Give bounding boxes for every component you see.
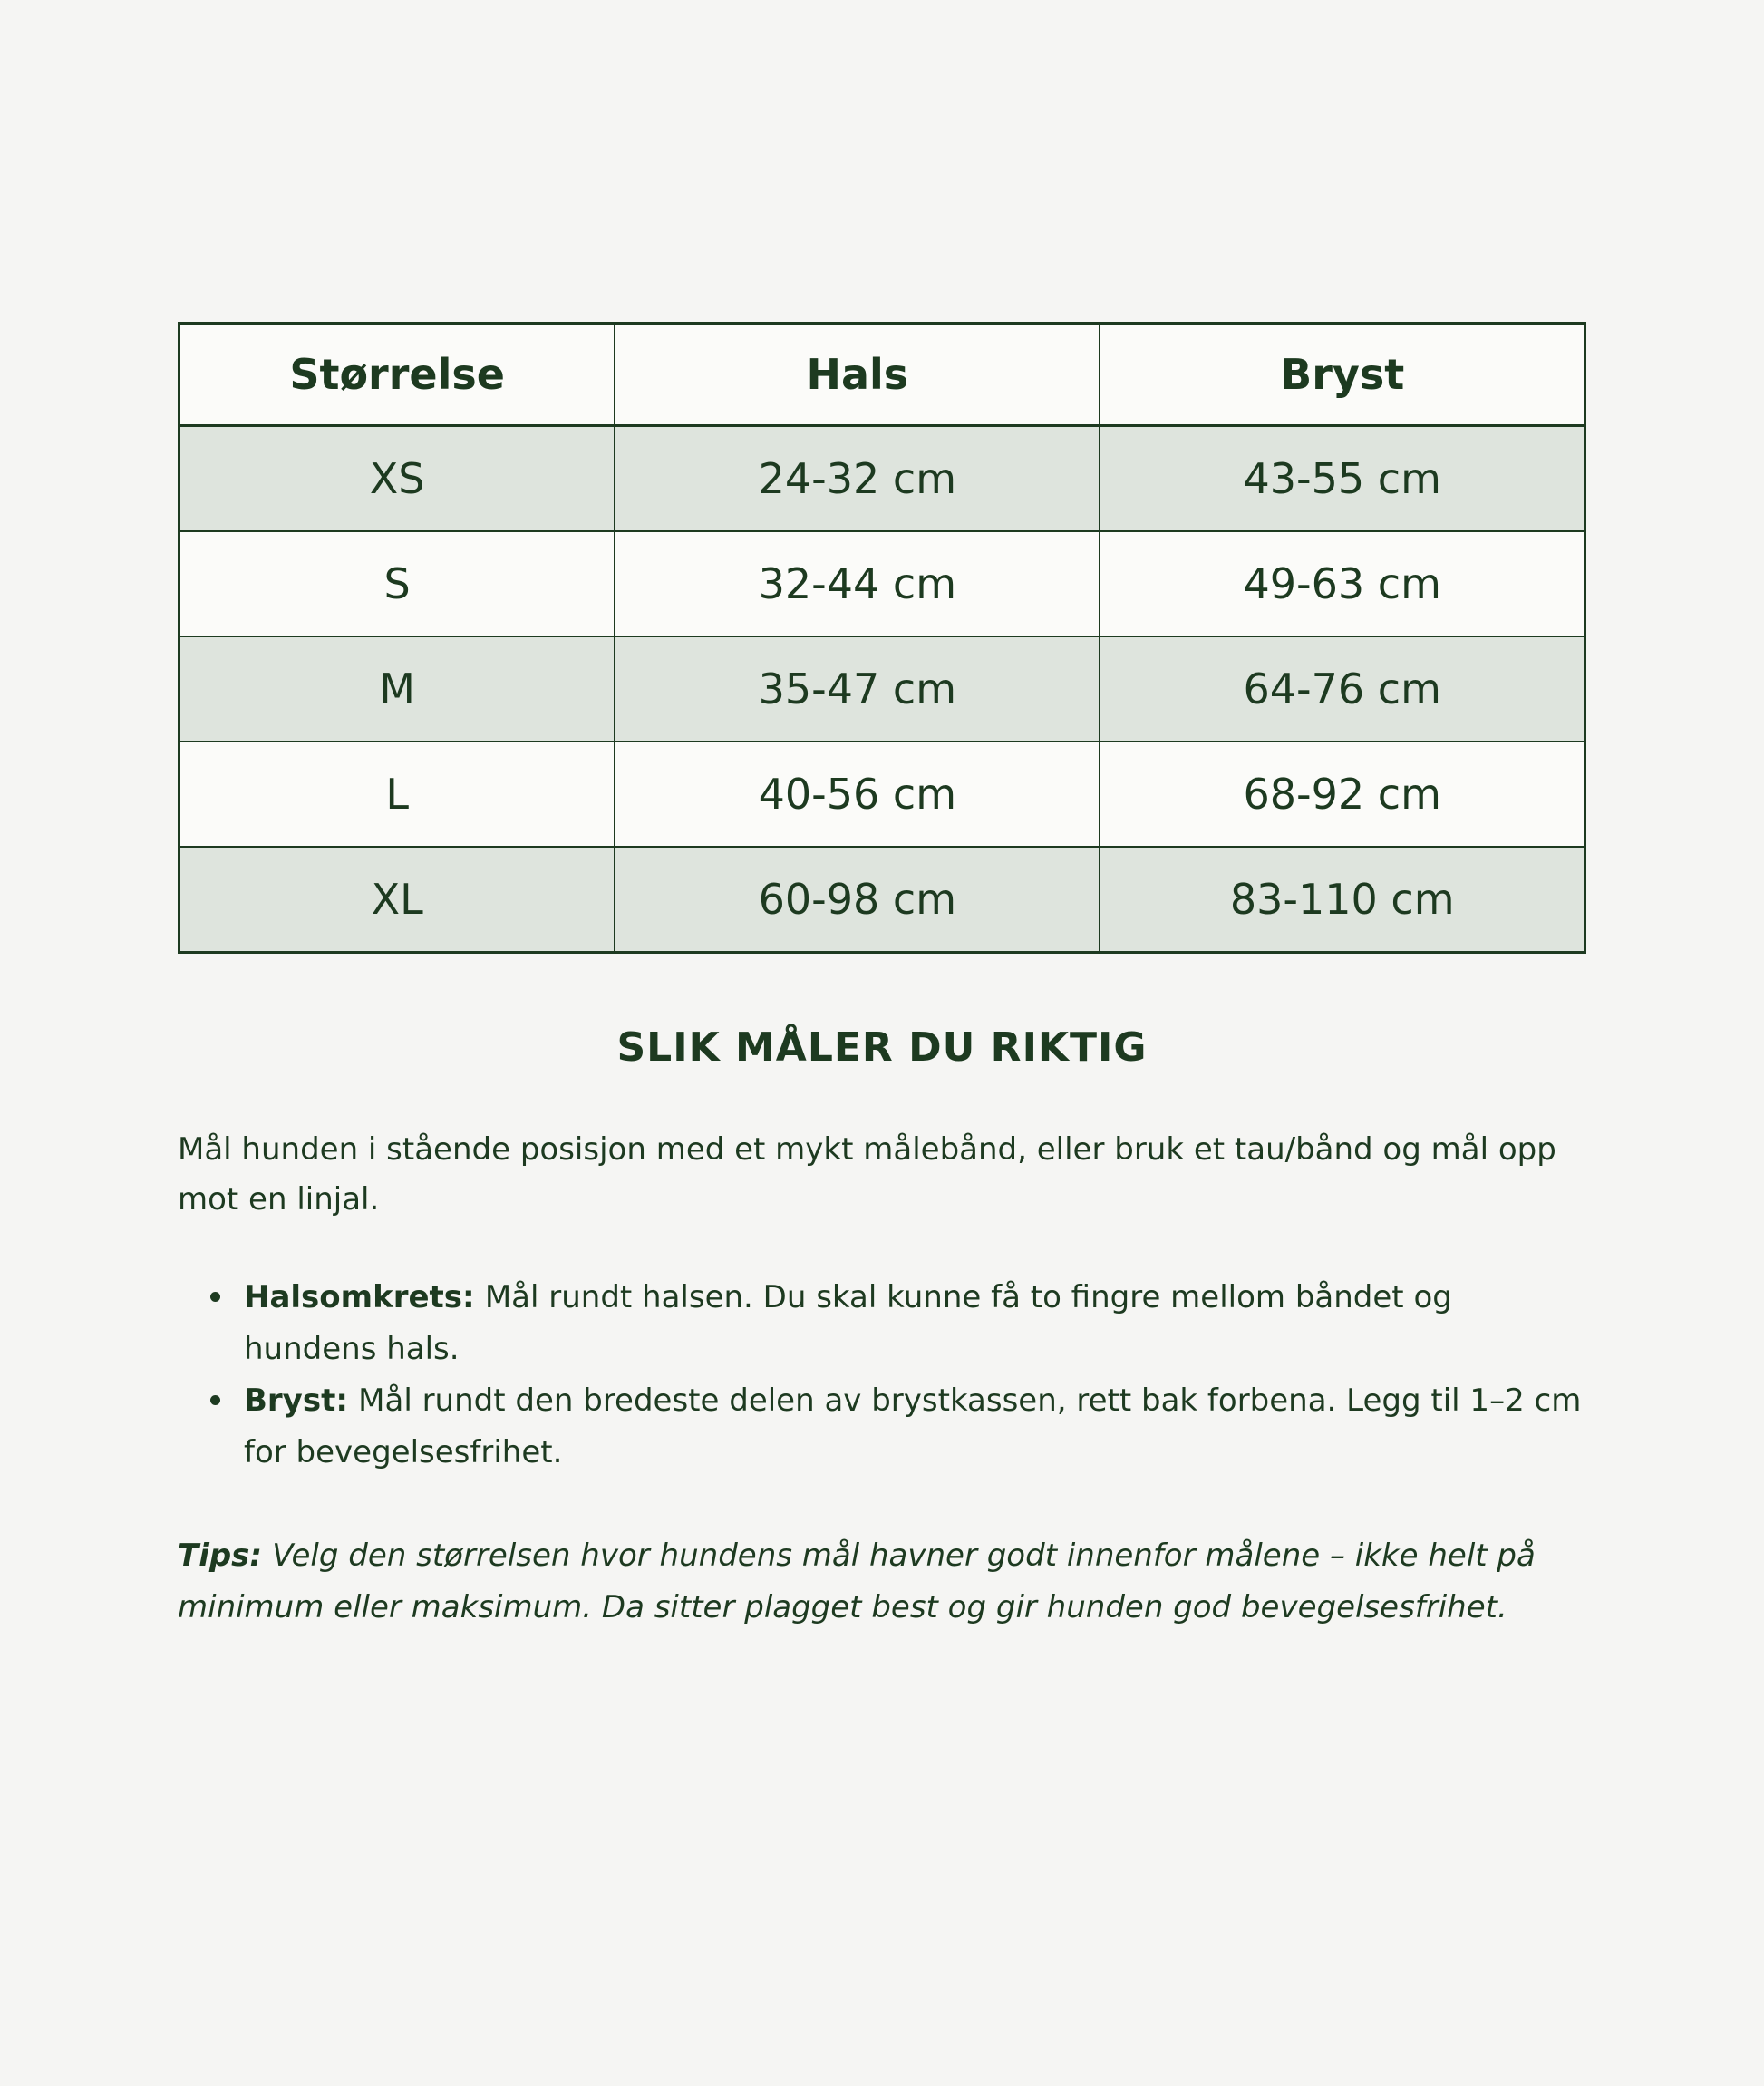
table-row-xl [179,847,1585,953]
list-item-neck [210,1272,1586,1375]
size-table [178,322,1586,954]
neck-cell: 35-47 cm [615,636,1100,742]
neck-cell: 40-56 cm [615,742,1100,847]
column-header-neck: Hals [615,324,1100,426]
intro-paragraph: Mål hunden i stående posisjon med et mykt målebånd, eller bruk et tau/bånd og mål opp mot en linjal. [178,1131,1556,1218]
chest-cell: 64-76 cm [1100,636,1585,742]
table-row-m [179,636,1585,742]
column-header-chest: Bryst [1100,324,1585,426]
size-table-header [179,324,1585,426]
size-cell: M [179,636,615,742]
chest-cell: 43-55 cm [1100,426,1585,532]
neck-cell: 24-32 cm [615,426,1100,532]
tip-text: Velg den størrelsen hvor hundens mål havner godt innenfor målene – ikke helt på minimum eller maksimum. Da sitter plagget best og gir hunden god bevegelsesfrihet. [178,1537,1536,1625]
header-row [179,324,1585,426]
size-cell: S [179,531,615,636]
chest-cell: 49-63 cm [1100,531,1585,636]
bullet-icon [210,1395,220,1405]
list-item-label: Halsomkrets: [244,1279,475,1316]
chest-cell: 83-110 cm [1100,847,1585,953]
tip-paragraph [178,1530,1586,1634]
size-guide-section [178,322,1586,1634]
table-row-xs [179,426,1585,532]
column-header-size: Størrelse [179,324,615,426]
neck-cell: 60-98 cm [615,847,1100,953]
list-item-text: Halsomkrets: Mål rundt halsen. Du skal kunne få to fingre mellom båndet og hundens hals. [244,1279,1452,1368]
neck-cell: 32-44 cm [615,531,1100,636]
size-cell: XS [179,426,615,532]
list-item-text: Bryst: Mål rundt den bredeste delen av brystkassen, rett bak forbena. Legg til 1–2 cm for bevegelsesfrihet. [244,1383,1582,1471]
list-item-label: Bryst: [244,1383,348,1420]
size-table-body [179,426,1585,953]
size-cell: XL [179,847,615,953]
table-row-s [179,531,1585,636]
size-cell: L [179,742,615,847]
chest-cell: 68-92 cm [1100,742,1585,847]
bullet-icon [210,1292,220,1302]
section-heading: SLIK MÅLER DU RIKTIG [616,1024,1148,1071]
table-row-l [179,742,1585,847]
tip-label: Tips: [178,1537,263,1574]
list-item-chest [210,1375,1586,1479]
measuring-instructions-list [178,1272,1586,1479]
